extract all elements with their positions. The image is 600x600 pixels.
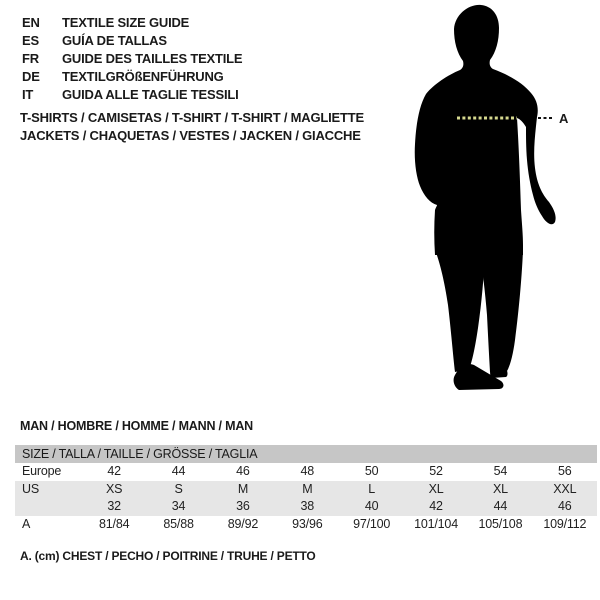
size-value: 85/88 [163,516,194,531]
size-value: 56 [558,464,572,478]
silhouette-svg [410,0,600,400]
language-label: TEXTILGRÖßENFÜHRUNG [62,69,224,84]
language-code: FR [22,51,39,66]
size-value: 97/100 [353,516,391,531]
size-value: S [174,481,183,496]
size-value: 89/92 [227,516,259,531]
size-value: 32 [107,499,121,513]
table-row-chest-cm [15,516,597,534]
size-value: 93/96 [292,516,323,531]
size-value: XXL [553,481,577,496]
measure-label-a: A [559,111,569,126]
size-value: 40 [364,499,379,513]
table-row-us [15,481,597,499]
size-value: XL [428,481,444,496]
size-value: 42 [429,499,443,513]
size-value: 44 [493,499,508,513]
size-value: 42 [107,464,121,478]
size-value: 105/108 [478,516,523,531]
language-label: GUÍA DE TALLAS [62,33,167,48]
size-value: XL [492,481,508,496]
size-table [15,445,597,533]
language-code: ES [22,33,39,48]
row-label: A [22,516,31,531]
language-code: EN [22,15,40,30]
language-row [22,50,242,68]
size-value: 46 [236,464,250,478]
language-row [22,32,242,50]
silhouette-front-leg [435,250,485,372]
size-value: 81/84 [99,516,130,531]
language-label: GUIDA ALLE TAGLIE TESSILI [62,87,239,102]
language-label: TEXTILE SIZE GUIDE [62,15,190,30]
size-table-header: SIZE / TALLA / TAILLE / GRÖSSE / TAGLIA [15,445,597,463]
size-value: 34 [171,499,186,513]
size-value: 50 [364,464,379,478]
language-label: GUIDE DES TAILLES TEXTILE [62,51,243,66]
size-value: 44 [171,464,186,478]
row-label [15,498,82,516]
size-value: L [368,481,376,496]
language-code: DE [22,69,40,84]
size-value: 101/104 [414,516,458,531]
row-label: US [22,481,39,496]
size-value: 54 [493,464,508,478]
silhouette-back-leg [480,250,523,372]
size-value: 109/112 [543,516,587,531]
male-silhouette-figure [410,0,600,400]
size-value: 36 [236,499,250,513]
size-value: 52 [429,464,443,478]
language-row [22,68,242,86]
size-value: M [302,481,313,496]
silhouette-body [415,5,556,255]
garment-categories [20,109,364,145]
size-value: 38 [300,499,315,513]
language-legend [22,14,242,104]
chest-measure-footnote: A. (cm) CHEST / PECHO / POITRINE / TRUHE / PETTO [20,549,316,563]
row-label: Europe [22,464,62,478]
size-value: 46 [558,499,572,513]
language-code: IT [22,87,34,102]
language-row [22,86,242,104]
language-row [22,14,242,32]
table-row-us-numeric [15,498,597,516]
category-jackets: JACKETS / CHAQUETAS / VESTES / JACKEN / GIACCHE [20,128,361,143]
size-value: 48 [300,464,315,478]
size-value: XS [106,481,123,496]
size-value: M [237,481,249,496]
section-title-man: MAN / HOMBRE / HOMME / MANN / MAN [20,419,253,433]
table-row-europe [15,463,597,481]
category-tshirts: T-SHIRTS / CAMISETAS / T-SHIRT / T-SHIRT / MAGLIETTE [20,110,364,125]
